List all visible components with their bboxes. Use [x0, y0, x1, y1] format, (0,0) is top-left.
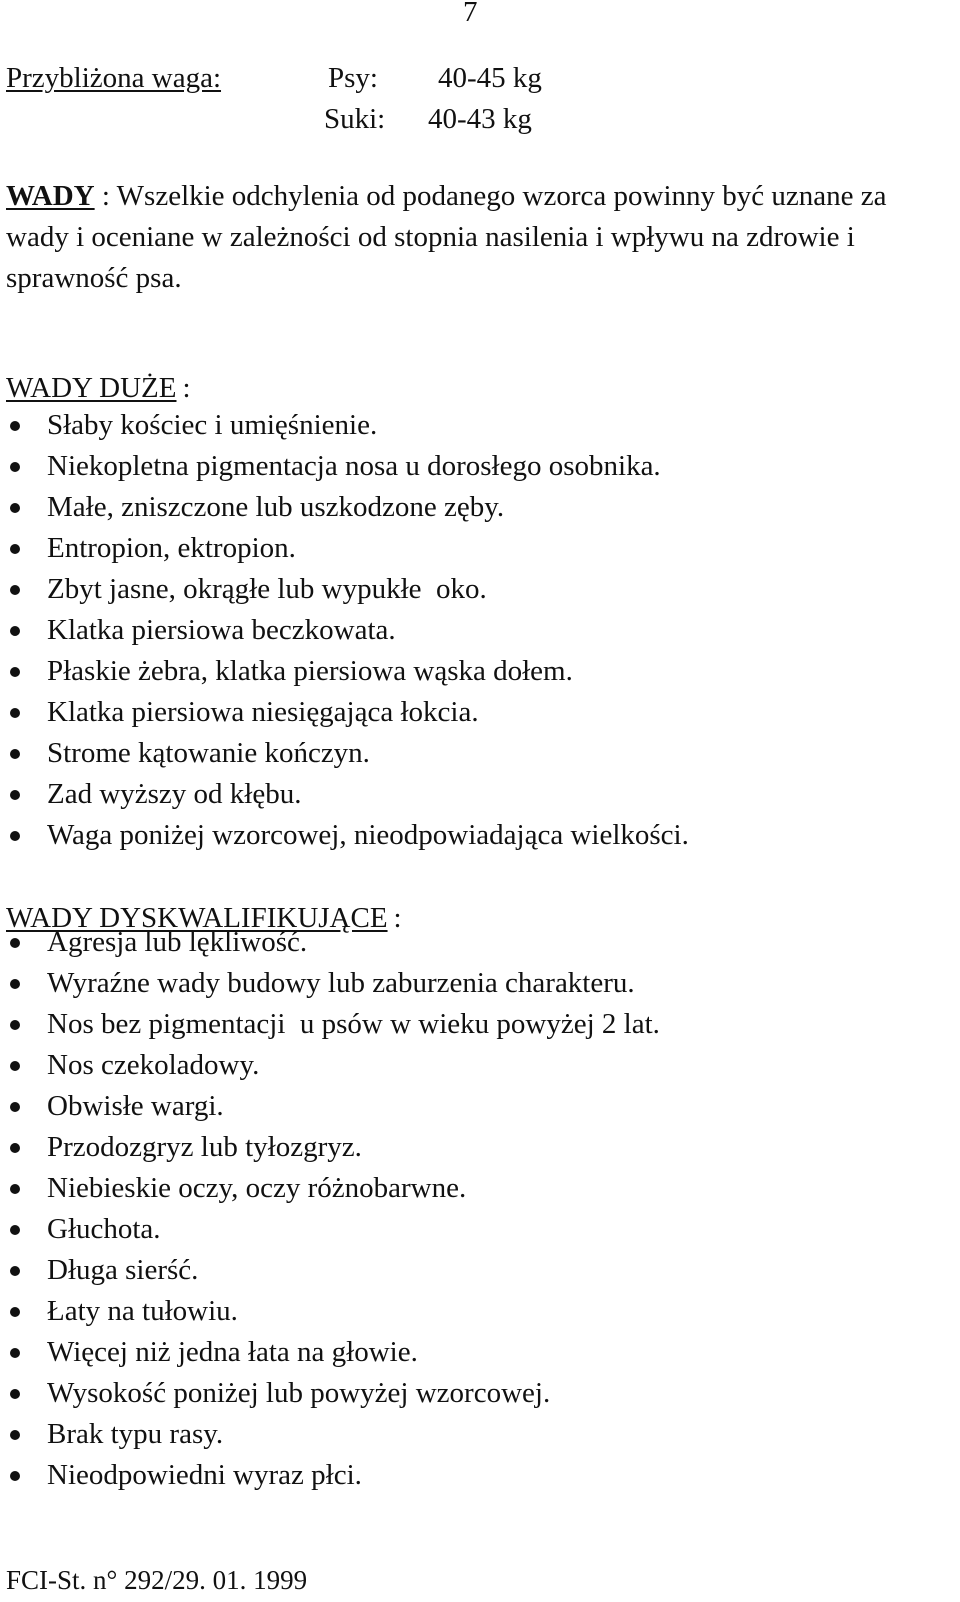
list-item — [0, 815, 689, 856]
list-item — [0, 733, 689, 774]
list-item — [0, 405, 689, 446]
bullet-icon — [10, 1389, 20, 1399]
major-faults-colon: : — [182, 372, 191, 404]
list-item-text: Zad wyższy od kłębu. — [47, 778, 302, 810]
list-item-text: Głuchota. — [47, 1213, 161, 1245]
bullet-icon — [10, 1430, 20, 1440]
list-item-text: Waga poniżej wzorcowej, nieodpowiadająca wielkości. — [47, 819, 689, 851]
list-item — [0, 610, 689, 651]
list-item — [0, 1373, 660, 1414]
bullet-icon — [10, 462, 20, 472]
list-item — [0, 1086, 660, 1127]
list-item — [0, 1004, 660, 1045]
list-item-text: Długa sierść. — [47, 1254, 199, 1286]
disqualifying-faults-list — [0, 922, 660, 1496]
list-item — [0, 1455, 660, 1496]
bullet-icon — [10, 1266, 20, 1276]
bullet-icon — [10, 1061, 20, 1071]
list-item — [0, 528, 689, 569]
list-item-text: Entropion, ektropion. — [47, 532, 296, 564]
list-item-text: Płaskie żebra, klatka piersiowa wąska dołem. — [47, 655, 573, 687]
bullet-icon — [10, 1307, 20, 1317]
list-item-text: Wyraźne wady budowy lub zaburzenia charakteru. — [47, 967, 635, 999]
weight-males-value: 40-45 kg — [438, 62, 542, 94]
bullet-icon — [10, 708, 20, 718]
weight-females-label: Suki: — [324, 103, 386, 135]
bullet-icon — [10, 544, 20, 554]
bullet-icon — [10, 979, 20, 989]
major-faults-heading-text: WADY DUŻE — [6, 372, 177, 404]
major-faults-list — [0, 405, 689, 856]
list-item — [0, 446, 689, 487]
list-item — [0, 922, 660, 963]
bullet-icon — [10, 1471, 20, 1481]
list-item — [0, 1168, 660, 1209]
list-item-text: Niekopletna pigmentacja nosa u dorosłego osobnika. — [47, 450, 661, 482]
list-item-text: Obwisłe wargi. — [47, 1090, 224, 1122]
list-item-text: Nieodpowiedni wyraz płci. — [47, 1459, 362, 1491]
list-item — [0, 651, 689, 692]
bullet-icon — [10, 749, 20, 759]
list-item — [0, 963, 660, 1004]
list-item-text: Wysokość poniżej lub powyżej wzorcowej. — [47, 1377, 551, 1409]
bullet-icon — [10, 503, 20, 513]
faults-paragraph — [6, 176, 956, 299]
weight-label: Przybliżona waga: — [6, 62, 222, 94]
list-item — [0, 569, 689, 610]
bullet-icon — [10, 1348, 20, 1358]
bullet-icon — [10, 421, 20, 431]
list-item-text: Nos bez pigmentacji u psów w wieku powyżej 2 lat. — [47, 1008, 660, 1040]
list-item-text: Więcej niż jedna łata na głowie. — [47, 1336, 418, 1368]
major-faults-heading — [6, 372, 191, 405]
list-item — [0, 1250, 660, 1291]
list-item-text: Przodozgryz lub tyłozgryz. — [47, 1131, 362, 1163]
list-item-text: Klatka piersiowa beczkowata. — [47, 614, 396, 646]
list-item-text: Agresja lub lękliwość. — [47, 926, 308, 958]
list-item — [0, 1414, 660, 1455]
list-item-text: Łaty na tułowiu. — [47, 1295, 238, 1327]
footer-standard-reference: FCI-St. n° 292/29. 01. 1999 — [6, 1565, 308, 1595]
weight-males-label: Psy: — [328, 62, 378, 94]
faults-separator: : — [94, 180, 117, 212]
list-item — [0, 774, 689, 815]
list-item-text: Nos czekoladowy. — [47, 1049, 260, 1081]
weight-females-value: 40-43 kg — [428, 103, 532, 135]
list-item-text: Klatka piersiowa niesięgająca łokcia. — [47, 696, 479, 728]
bullet-icon — [10, 790, 20, 800]
bullet-icon — [10, 1225, 20, 1235]
list-item — [0, 692, 689, 733]
bullet-icon — [10, 1102, 20, 1112]
list-item — [0, 1332, 660, 1373]
bullet-icon — [10, 1184, 20, 1194]
list-item — [0, 1291, 660, 1332]
bullet-icon — [10, 626, 20, 636]
list-item — [0, 487, 689, 528]
bullet-icon — [10, 1143, 20, 1153]
list-item-text: Strome kątowanie kończyn. — [47, 737, 370, 769]
list-item — [0, 1127, 660, 1168]
list-item — [0, 1045, 660, 1086]
list-item — [0, 1209, 660, 1250]
bullet-icon — [10, 667, 20, 677]
disqualifying-faults-heading-text: WADY DYSKWALIFIKUJĄCE — [6, 902, 388, 934]
bullet-icon — [10, 1020, 20, 1030]
bullet-icon — [10, 831, 20, 841]
list-item-text: Niebieskie oczy, oczy różnobarwne. — [47, 1172, 467, 1204]
list-item-text: Słaby kościec i umięśnienie. — [47, 409, 378, 441]
faults-text: Wszelkie odchylenia od podanego wzorca powinny być uznane za wady i oceniane w zależności od stopnia nasilenia i wpływu na zdrowie i sprawność psa. — [6, 180, 887, 294]
list-item-text: Zbyt jasne, okrągłe lub wypukłe oko. — [47, 573, 487, 605]
bullet-icon — [10, 585, 20, 595]
bullet-icon — [10, 938, 20, 948]
page-number: 7 — [463, 0, 478, 28]
faults-heading: WADY — [6, 180, 95, 212]
list-item-text: Małe, zniszczone lub uszkodzone zęby. — [47, 491, 505, 523]
disqualifying-faults-colon: : — [393, 902, 402, 934]
list-item-text: Brak typu rasy. — [47, 1418, 224, 1450]
